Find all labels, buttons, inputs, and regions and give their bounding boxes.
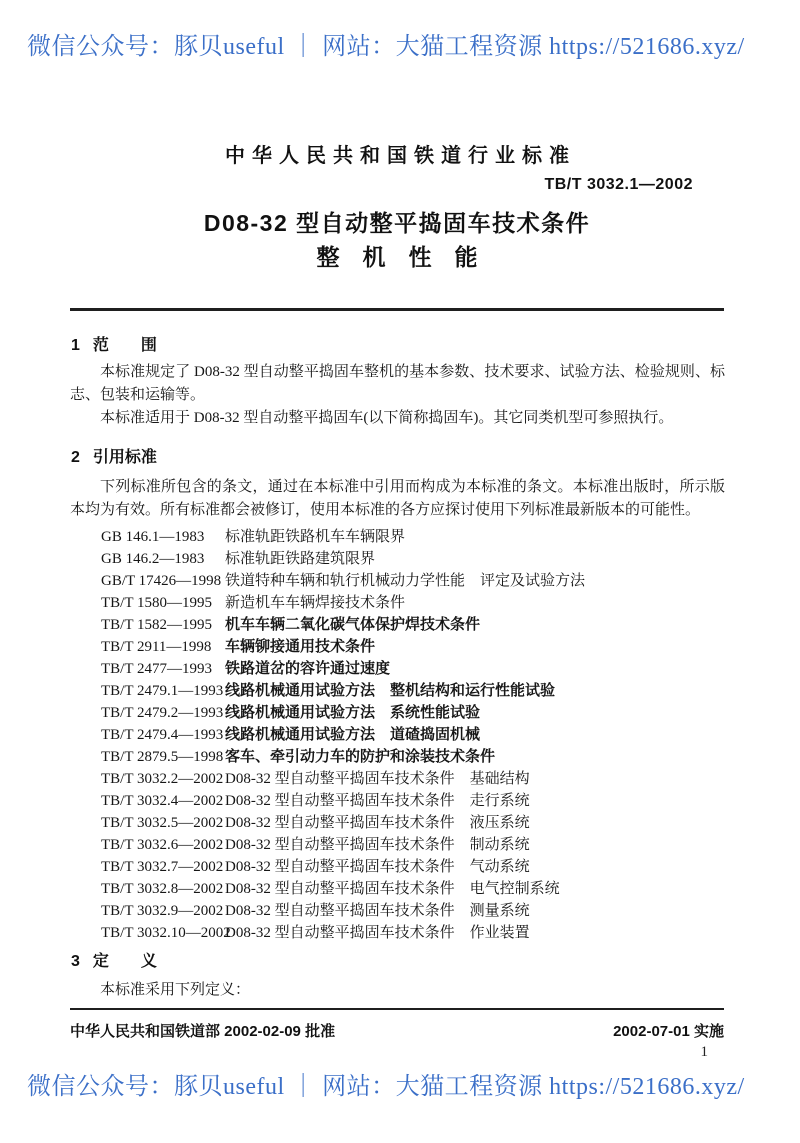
reference-title: D08-32 型自动整平捣固车技术条件 测量系统: [225, 903, 530, 919]
reference-item: [70, 812, 725, 834]
footer-rule: [70, 1008, 724, 1010]
watermark-top: 微信公众号：豚贝useful ｜ 网站：大猫工程资源 https://521686.xyz/: [27, 34, 745, 60]
section-title: 引用标准: [92, 449, 157, 466]
reference-item: [70, 702, 725, 724]
implementation-text: 2002-07-01 实施: [613, 1023, 724, 1040]
reference-title: 新造机车车辆焊接技术条件: [225, 595, 406, 611]
reference-item: [70, 680, 725, 702]
references-list: [70, 526, 725, 944]
reference-item: [70, 614, 725, 636]
reference-code: TB/T 2479.4—1993: [101, 727, 224, 743]
reference-code: TB/T 3032.10—2002: [101, 925, 231, 941]
reference-item: [70, 592, 725, 614]
section-title: 定 义: [92, 953, 157, 970]
reference-title: D08-32 型自动整平捣固车技术条件 作业装置: [225, 925, 530, 941]
reference-item: [70, 878, 725, 900]
section-heading-scope: [71, 332, 157, 355]
reference-code: TB/T 3032.4—2002: [101, 793, 224, 809]
scope-paragraphs: [70, 361, 725, 430]
reference-title: 线路机械通用试验方法 系统性能试验: [225, 705, 481, 721]
section-heading-references: [71, 444, 157, 467]
reference-item: [70, 834, 725, 856]
watermark-bottom: 微信公众号：豚贝useful ｜ 网站：大猫工程资源 https://521686.xyz/: [27, 1074, 745, 1100]
document-subtitle: 整 机 性 能: [316, 244, 478, 270]
reference-item: [70, 790, 725, 812]
reference-code: TB/T 2879.5—1998: [101, 749, 224, 765]
reference-item: [70, 724, 725, 746]
reference-title: 标准轨距铁路机车车辆限界: [225, 529, 406, 545]
reference-code: TB/T 2911—1998: [101, 639, 212, 655]
document-title: D08-32 型自动整平捣固车技术条件: [203, 210, 591, 236]
section-heading-definitions: [71, 948, 157, 971]
reference-title: 铁路道岔的容许通过速度: [225, 661, 391, 677]
section-title: 范 围: [92, 337, 157, 354]
standard-number: TB/T 3032.1—2002: [544, 176, 693, 193]
reference-item: [70, 768, 725, 790]
section-number: 1: [71, 337, 80, 354]
reference-title: 线路机械通用试验方法 整机结构和运行性能试验: [225, 683, 556, 699]
reference-item: [70, 922, 725, 944]
reference-code: TB/T 2479.1—1993: [101, 683, 224, 699]
reference-title: 机车车辆二氧化碳气体保护焊技术条件: [225, 617, 481, 633]
reference-code: TB/T 3032.7—2002: [101, 859, 224, 875]
reference-title: 线路机械通用试验方法 道碴捣固机械: [225, 727, 481, 743]
reference-code: GB 146.1—1983: [101, 529, 205, 545]
footer: [70, 1020, 724, 1041]
reference-code: TB/T 1582—1995: [101, 617, 212, 633]
reference-item: [70, 570, 725, 592]
references-intro: 下列标准所包含的条文，通过在本标准中引用而构成为本标准的条文。本标准出版时，所示版本均为有效。所有标准都会被修订，使用本标准的各方应探讨使用下列标准最新版本的可能性。: [70, 479, 725, 518]
reference-item: [70, 856, 725, 878]
definitions-paragraphs: [70, 979, 725, 1002]
reference-code: TB/T 1580—1995: [101, 595, 212, 611]
reference-item: [70, 548, 725, 570]
section-number: 2: [71, 449, 80, 466]
reference-title: D08-32 型自动整平捣固车技术条件 制动系统: [225, 837, 530, 853]
reference-code: TB/T 3032.5—2002: [101, 815, 224, 831]
reference-title: 客车、牵引动力车的防护和涂装技术条件: [225, 749, 496, 765]
reference-title: 标准轨距铁路建筑限界: [225, 551, 376, 567]
reference-title: D08-32 型自动整平捣固车技术条件 电气控制系统: [225, 881, 560, 897]
reference-code: TB/T 2479.2—1993: [101, 705, 224, 721]
reference-item: [70, 900, 725, 922]
reference-title: D08-32 型自动整平捣固车技术条件 走行系统: [225, 793, 530, 809]
reference-title: D08-32 型自动整平捣固车技术条件 气动系统: [225, 859, 530, 875]
header-rule: [70, 308, 724, 311]
section-number: 3: [71, 953, 80, 970]
scope-paragraph-2: 本标准适用于 D08-32 型自动整平捣固车(以下简称捣固车)。其它同类机型可参照执行。: [100, 410, 674, 426]
reference-item: [70, 746, 725, 768]
definitions-paragraph-1: 本标准采用下列定义：: [100, 982, 251, 998]
references-intro-block: [70, 476, 725, 522]
reference-code: TB/T 2477—1993: [101, 661, 212, 677]
reference-title: 铁道特种车辆和轨行机械动力学性能 评定及试验方法: [225, 573, 586, 589]
reference-code: GB 146.2—1983: [101, 551, 205, 567]
reference-item: [70, 658, 725, 680]
reference-title: D08-32 型自动整平捣固车技术条件 基础结构: [225, 771, 530, 787]
reference-title: 车辆铆接通用技术条件: [225, 639, 376, 655]
reference-code: TB/T 3032.6—2002: [101, 837, 224, 853]
reference-code: GB/T 17426—1998: [101, 573, 222, 589]
reference-item: [70, 636, 725, 658]
reference-title: D08-32 型自动整平捣固车技术条件 液压系统: [225, 815, 530, 831]
page-number: 1: [700, 1044, 708, 1060]
reference-item: [70, 526, 725, 548]
reference-code: TB/T 3032.2—2002: [101, 771, 224, 787]
scope-paragraph-1: 本标准规定了 D08-32 型自动整平捣固车整机的基本参数、技术要求、试验方法、检验规则、标志、包装和运输等。: [70, 364, 725, 403]
reference-code: TB/T 3032.8—2002: [101, 881, 224, 897]
approval-text: 中华人民共和国铁道部 2002-02-09 批准: [70, 1023, 336, 1040]
org-title: 中华人民共和国铁道行业标准: [225, 145, 576, 167]
reference-code: TB/T 3032.9—2002: [101, 903, 224, 919]
